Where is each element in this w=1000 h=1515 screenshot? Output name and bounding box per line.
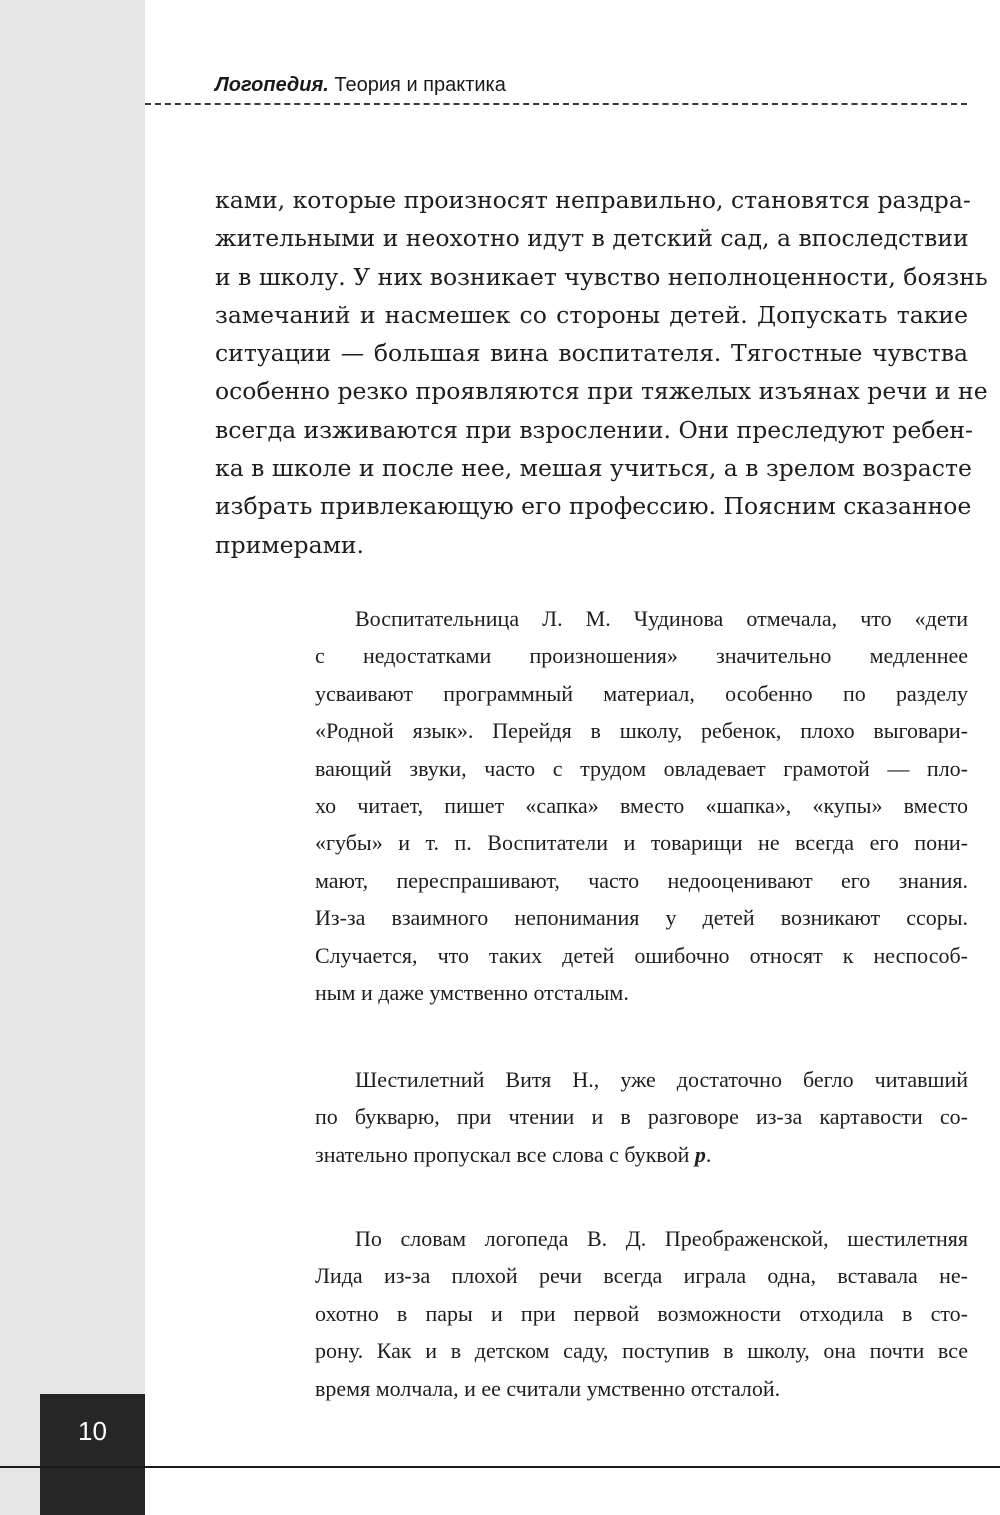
text-line: ками, которые произносят неправильно, становятся раздра- xyxy=(215,186,971,214)
text-line: охотно в пары и при первой возможности отходила в сто- xyxy=(315,1300,968,1326)
text-line: примерами. xyxy=(215,530,365,559)
text-line: ным и даже умственно отсталым. xyxy=(315,980,629,1006)
text-line: по букварю, при чтении и в разговоре из-за картавости со- xyxy=(315,1104,968,1130)
page-margin-strip xyxy=(0,0,145,1515)
text-line: избрать привлекающую его профессию. Поясним сказанное xyxy=(215,492,972,521)
case-example-lida xyxy=(315,1220,968,1407)
main-paragraph xyxy=(215,181,988,564)
footer-rule xyxy=(0,1466,1000,1468)
text-fragment: знательно пропускал все слова с буквой xyxy=(315,1141,695,1167)
text-line: время молчала, и ее считали умственно отсталой. xyxy=(315,1375,781,1401)
text-line: вающий звуки, часто с трудом овладевает грамотой — пло- xyxy=(315,755,968,781)
text-line: жительными и неохотно идут в детский сад, а впоследствии xyxy=(215,224,969,253)
text-line: Шестилетний Витя Н., уже достаточно бегло читавший xyxy=(355,1067,968,1092)
text-line: «Родной язык». Перейдя в школу, ребенок, плохо выговари- xyxy=(315,718,968,744)
text-line: Случается, что таких детей ошибочно относят к неспособ- xyxy=(315,942,968,968)
text-line: «губы» и т. п. Воспитатели и товарищи не всегда его пони- xyxy=(315,830,968,856)
text-line: всегда изживаются при взрослении. Они преследуют ребен- xyxy=(215,415,973,444)
header-title-rest: Теория и практика xyxy=(328,74,506,96)
text-line: с недостатками произношения» значительно медленнее xyxy=(315,643,968,669)
case-example-chudinova xyxy=(315,600,968,1011)
text-line: замечаний и насмешек со стороны детей. Допускать такие xyxy=(215,300,968,329)
text-line: хо читает, пишет «сапка» вместо «шапка», «купы» вместо xyxy=(315,793,968,819)
text-line: усваивают программный материал, особенно по разделу xyxy=(315,680,968,706)
text-line: Лида из-за плохой речи всегда играла одна, вставала не- xyxy=(315,1263,968,1289)
case-example-vitya xyxy=(315,1061,968,1173)
emphasized-letter: р xyxy=(694,1141,706,1167)
page-number-box xyxy=(40,1394,145,1515)
text-line: рону. Как и в детском саду, поступив в школу, она почти все xyxy=(315,1338,968,1364)
text-line: Воспитательница Л. М. Чудинова отмечала, что «дети xyxy=(355,606,968,631)
page-number: 10 xyxy=(78,1416,107,1446)
text-line: мают, переспрашивают, часто недооценивают его знания. xyxy=(315,867,968,893)
text-line: особенно резко проявляются при тяжелых изъянах речи и не xyxy=(215,377,988,406)
header-title-bold: Логопедия. xyxy=(215,74,329,96)
running-header xyxy=(215,74,506,97)
text-line xyxy=(315,1136,968,1173)
text-line: и в школу. У них возникает чувство неполноценности, боязнь xyxy=(215,262,988,291)
text-line: ка в школе и после нее, мешая учиться, а в зрелом возрасте xyxy=(215,454,972,483)
text-line: По словам логопеда В. Д. Преображенской, шестилетняя xyxy=(355,1226,968,1251)
text-line: ситуации — большая вина воспитателя. Тягостные чувства xyxy=(215,339,968,368)
text-line: Из-за взаимного непонимания у детей возникают ссоры. xyxy=(315,905,968,931)
text-fragment: . xyxy=(705,1141,712,1167)
header-dashed-rule xyxy=(145,103,967,105)
